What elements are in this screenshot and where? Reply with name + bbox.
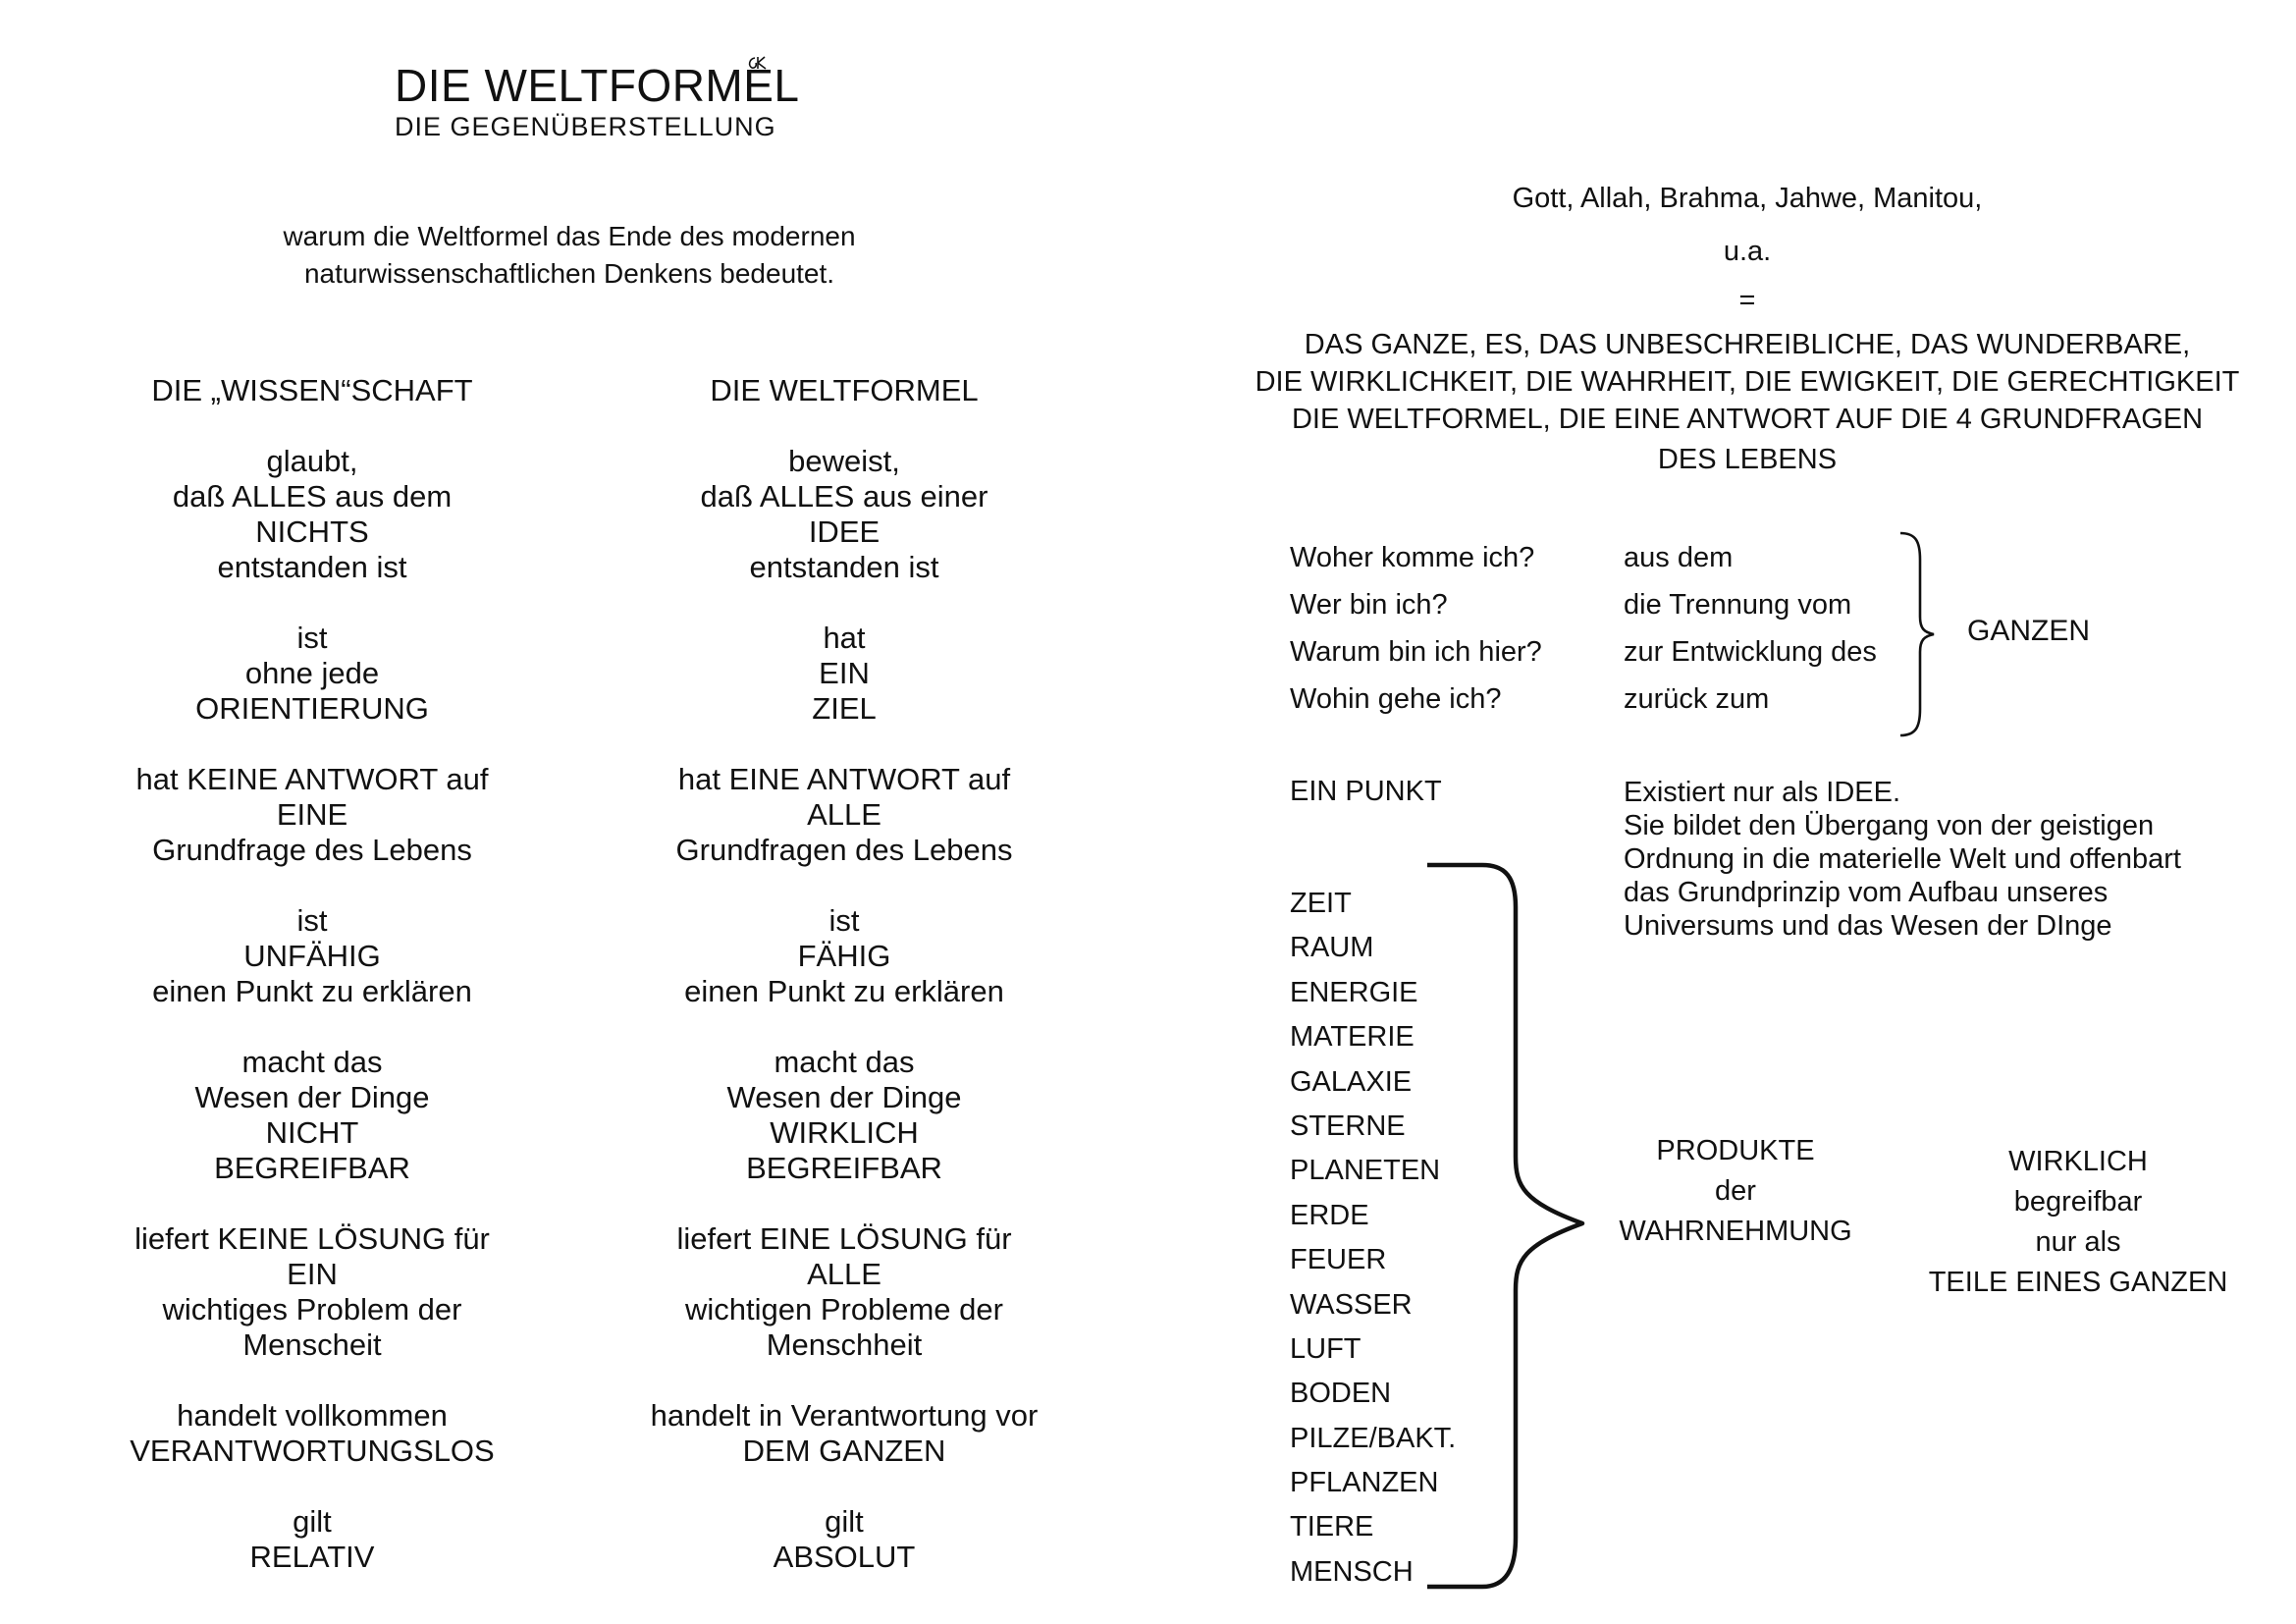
produkte-block [1578, 1131, 1893, 1252]
statement-line: gilt [293, 1504, 332, 1539]
logo-mark-icon [746, 55, 768, 79]
statement-block [579, 1221, 1109, 1363]
punkt-line: Sie bildet den Übergang von der geistigen [1624, 810, 2155, 841]
column-heading: DIE WELTFORMEL [710, 373, 979, 407]
answer-woher: aus dem [1624, 542, 1734, 573]
statement-line: ist [296, 903, 328, 938]
definition-last-line: DES LEBENS [1657, 444, 1838, 475]
statement-line: Grundfrage des Lebens [152, 833, 472, 867]
statement-line: Wesen der Dinge [194, 1080, 430, 1114]
wirklich-line: WIRKLICH [2008, 1146, 2148, 1177]
statement-line: UNFÄHIG [243, 939, 381, 973]
statement-line: RELATIV [249, 1540, 375, 1574]
punkt-description [1624, 776, 2181, 943]
question-warum: Warum bin ich hier? [1290, 636, 1542, 668]
list-item: RAUM [1290, 932, 1374, 964]
page-subtitle: DIE GEGENÜBERSTELLUNG [395, 112, 776, 141]
definition-line: DIE WIRKLICHKEIT, DIE WAHRHEIT, DIE EWIGKEIT, DIE GERECHTIGKEIT [1255, 366, 2240, 398]
punkt-line: Ordnung in die materielle Welt und offenbart [1624, 843, 2181, 875]
ein-punkt-label: EIN PUNKT [1290, 776, 1442, 807]
statement-line: Menscheit [242, 1327, 382, 1362]
statement-block [47, 1221, 577, 1363]
statement-line: einen Punkt zu erklären [152, 974, 472, 1008]
statement-line: gilt [825, 1504, 864, 1539]
statement-line: BEGREIFBAR [214, 1151, 410, 1185]
answer-warum: zur Entwicklung des [1624, 636, 1877, 668]
statement-block [579, 621, 1109, 727]
statement-line: Grundfragen des Lebens [675, 833, 1013, 867]
list-item: ENERGIE [1290, 976, 1418, 1008]
statement-line: IDEE [808, 514, 881, 549]
ganzen-label: GANZEN [1967, 615, 2091, 647]
list-item: PFLANZEN [1290, 1467, 1439, 1499]
statement-line: entstanden ist [749, 550, 939, 584]
statement-line: EIN [287, 1257, 338, 1291]
punkt-line: Existiert nur als IDEE. [1624, 777, 1901, 808]
statement-block [47, 903, 577, 1009]
statement-line: hat [823, 621, 866, 655]
column-heading: DIE „WISSEN“SCHAFT [151, 373, 473, 407]
statement-line: macht das [774, 1045, 915, 1079]
equals-sign: = [1738, 285, 1756, 316]
list-item: PLANETEN [1290, 1155, 1441, 1187]
list-item: GALAXIE [1290, 1065, 1413, 1098]
statement-line: handelt in Verantwortung vor [650, 1398, 1039, 1433]
statement-line: ALLE [807, 797, 881, 832]
statement-line: EIN [819, 656, 870, 690]
statement-line: daß ALLES aus einer [700, 479, 988, 514]
question-wer: Wer bin ich? [1290, 589, 1448, 621]
statement-line: beweist, [788, 444, 900, 478]
list-item: WASSER [1290, 1288, 1413, 1321]
list-item: PILZE/BAKT. [1290, 1422, 1457, 1454]
statement-line: wichtiges Problem der [162, 1292, 462, 1326]
statement-line: hat EINE ANTWORT auf [677, 762, 1011, 796]
list-item: FEUER [1290, 1244, 1387, 1276]
statement-line: daß ALLES aus dem [172, 479, 453, 514]
statement-line: WIRKLICH [770, 1115, 919, 1150]
statement-block [579, 1504, 1109, 1575]
statement-line: liefert EINE LÖSUNG für [676, 1221, 1012, 1256]
statement-line: ORIENTIERUNG [195, 691, 429, 726]
answer-wohin: zurück zum [1624, 683, 1770, 715]
produkte-line: PRODUKTE [1656, 1135, 1815, 1166]
statement-line: Menschheit [766, 1327, 923, 1362]
wirklich-line: begreifbar [2013, 1186, 2143, 1218]
punkt-line: das Grundprinzip vom Aufbau unseres [1624, 877, 2109, 908]
statement-line: einen Punkt zu erklären [684, 974, 1004, 1008]
statement-line: BEGREIFBAR [746, 1151, 942, 1185]
produkte-line: der [1715, 1175, 1756, 1207]
intro-line: naturwissenschaftlichen Denkens bedeutet. [303, 257, 835, 289]
statement-block [47, 1504, 577, 1575]
statement-line: FÄHIG [797, 939, 891, 973]
questions-brace-icon [1895, 530, 1944, 738]
list-item: ERDE [1290, 1199, 1369, 1231]
list-item: LUFT [1290, 1332, 1362, 1365]
statement-block [47, 444, 577, 585]
produkte-line: WAHRNEHMUNG [1619, 1216, 1852, 1247]
statement-line: macht das [241, 1045, 383, 1079]
statement-line: ABSOLUT [773, 1540, 916, 1574]
list-item: MATERIE [1290, 1021, 1415, 1054]
statement-line: NICHT [265, 1115, 359, 1150]
definition-line: DAS GANZE, ES, DAS UNBESCHREIBLICHE, DAS WUNDERBARE, [1304, 329, 2191, 360]
intro-line: warum die Weltformel das Ende des modernen [283, 221, 856, 251]
statement-block [579, 1398, 1109, 1469]
statement-line: ohne jede [244, 656, 380, 690]
definition-text [1217, 326, 2277, 438]
page-title: DIE WELTFORMEL [395, 60, 800, 111]
statement-line: wichtigen Probleme der [685, 1292, 1003, 1326]
statement-line: ZIEL [812, 691, 877, 726]
statement-line: handelt vollkommen [177, 1398, 448, 1433]
statement-line: hat KEINE ANTWORT auf [135, 762, 489, 796]
statement-line: ist [828, 903, 860, 938]
statement-line: VERANTWORTUNGSLOS [130, 1434, 495, 1468]
statement-block [47, 762, 577, 868]
large-curly-brace-icon [1421, 860, 1598, 1597]
wirklich-line: nur als [2035, 1226, 2121, 1258]
list-item: TIERE [1290, 1511, 1374, 1543]
statement-line: liefert KEINE LÖSUNG für [134, 1221, 490, 1256]
statement-line: DEM GANZEN [742, 1434, 946, 1468]
statement-line: EINE [276, 797, 348, 832]
definition-line: DIE WELTFORMEL, DIE EINE ANTWORT AUF DIE 4 GRUNDFRAGEN [1291, 404, 2204, 435]
statement-block [579, 444, 1109, 585]
statement-block [47, 1398, 577, 1469]
punkt-line: Universums und das Wesen der DInge [1624, 910, 2112, 942]
column-weltformel [579, 373, 1109, 1610]
god-ua: u.a. [1723, 236, 1772, 267]
list-item: STERNE [1290, 1110, 1406, 1142]
statement-block [579, 1045, 1109, 1186]
list-item: BODEN [1290, 1378, 1392, 1410]
statement-block [47, 1045, 577, 1186]
wirklich-line: TEILE EINES GANZEN [1928, 1267, 2228, 1298]
list-item: ZEIT [1290, 888, 1352, 919]
question-woher: Woher komme ich? [1290, 542, 1535, 573]
wirklich-block [1906, 1142, 2250, 1303]
statement-block [47, 621, 577, 727]
question-wohin: Wohin gehe ich? [1290, 683, 1502, 715]
answer-wer: die Trennung vom [1624, 589, 1852, 621]
statement-line: glaubt, [266, 444, 358, 478]
list-item: MENSCH [1290, 1555, 1414, 1588]
statement-block [579, 903, 1109, 1009]
intro-text [226, 218, 913, 293]
statement-line: ALLE [807, 1257, 881, 1291]
god-names: Gott, Allah, Brahma, Jahwe, Manitou, [1512, 183, 1983, 214]
statement-line: ist [296, 621, 328, 655]
statement-line: NICHTS [255, 514, 369, 549]
statement-block [579, 762, 1109, 868]
statement-line: entstanden ist [217, 550, 407, 584]
column-wissenschaft [47, 373, 577, 1610]
statement-line: Wesen der Dinge [726, 1080, 962, 1114]
